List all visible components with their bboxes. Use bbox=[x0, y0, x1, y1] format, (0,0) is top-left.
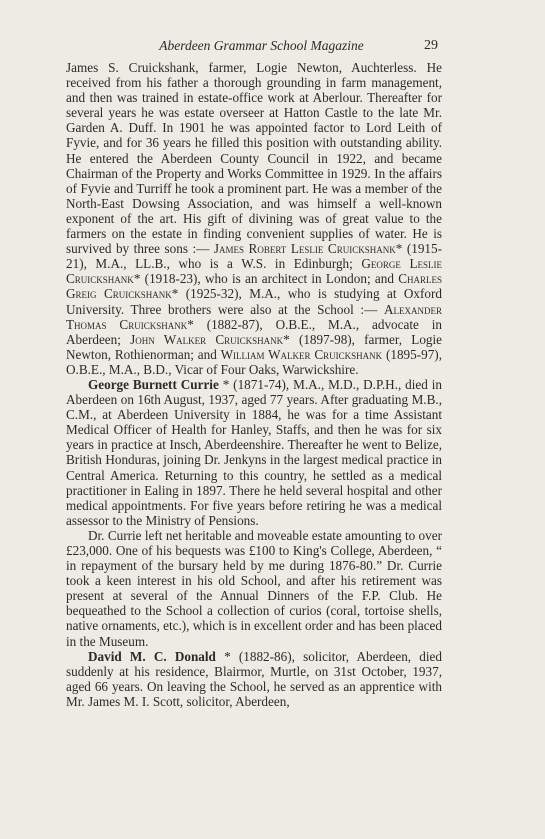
text-segment: Dr. Currie left net heritable and moveable estate amounting to over £23,000. One of his bequests was £100 to King's College, Aberdeen, “ in repayment of the bursary held by me during 1876-80.” Dr. Currie took a keen interest in his old School, and after his retirement was present at several of the Annual Dinners of the F.P. Club. He bequeathed to the School a collection of curios (coral, tortoise shells, native ornaments, etc.), which is in excellent order and has been placed in the Museum. bbox=[66, 527, 442, 649]
text-segment: * (1897-98), farmer, Logie Newton, Rothienorman; and bbox=[66, 331, 443, 362]
name-john-walker-cruickshank: John Walker Cruickshank bbox=[130, 331, 284, 347]
name-alexander-thomas-cruickshank: Alexander Thomas Cruickshank bbox=[66, 301, 442, 332]
name-george-burnett-currie: George Burnett Currie bbox=[88, 376, 219, 392]
name-james-robert-leslie-cruickshank: James Robert Leslie Cruickshank bbox=[213, 241, 396, 257]
text-segment: * (1918-23), who is an architect in London; and bbox=[133, 271, 399, 287]
paragraph-currie bbox=[66, 377, 442, 528]
paragraph-donald bbox=[66, 649, 442, 709]
article-body bbox=[66, 60, 442, 709]
name-charles-greig-cruickshank: Charles Greig Cruickshank bbox=[66, 271, 442, 302]
page-number: 29 bbox=[424, 38, 438, 53]
text-segment: * (1882-87), O.B.E., M.A., advocate in Aberdeen; bbox=[66, 316, 442, 347]
text-segment: * (1882-86), solicitor, Aberdeen, died suddenly at his residence, Blairmor, Murtle, on 31st October, 1937, aged 66 years. On leaving the School, he served as an apprentice with Mr. James M. I. Scott, solicitor, Aberdeen, bbox=[66, 648, 442, 709]
paragraph-currie-bequest bbox=[66, 528, 442, 649]
text-segment: James S. Cruickshank, farmer, Logie Newton, Auchterless. He received from his father a thorough grounding in farm management, and then was trained in estate-office work at Aberlour. Thereafter for several years he was estate overseer at Hatton Castle to the late Mr. Garden A. Duff. In 1901 he was appointed factor to Lord Leith of Fyvie, and for 36 years he filled this position with outstanding ability. He entered the Aberdeen County Council in 1922, and became Chairman of the Property and Works Committee in 1929. In the affairs of Fyvie and Turriff he took a prominent part. He was a member of the North-East Dowsing Association, and was himself a well-known exponent of the art. His gift of divining was of great value to the farmers on the estate in finding convenient supplies of water. He is survived by three sons :— bbox=[66, 60, 442, 257]
name-george-leslie-cruickshank: George Leslie Cruickshank bbox=[66, 256, 442, 287]
name-david-m-c-donald: David M. C. Donald bbox=[88, 648, 216, 664]
text-segment: * (1925-32), M.A., who is studying at Oxford University. Three brothers were also at the School :— bbox=[66, 286, 442, 317]
name-william-walker-cruickshank: William Walker Cruickshank bbox=[220, 346, 383, 362]
text-segment: * (1915-21), M.A., LL.B., who is a W.S. in Edinburgh; bbox=[66, 241, 442, 272]
text-segment: (1895-97), O.B.E., M.A., B.D., Vicar of Four Oaks, Warwickshire. bbox=[66, 346, 442, 377]
paragraph-cruickshank bbox=[66, 60, 442, 377]
running-title: Aberdeen Grammar School Magazine bbox=[159, 38, 364, 53]
text-segment: * (1871-74), M.A., M.D., D.P.H., died in Aberdeen on 16th August, 1937, aged 77 years. After graduating M.B., C.M., at Aberdeen University in 1884, he was for a time Assistant Medical Officer of Health for Hanley, Staffs, and then he was for six years in practice at Insch, Aberdeenshire. Thereafter he went to Belize, British Honduras, joining Dr. Jenkyns in the largest medical practice in Central America. Returning to this country, he settled as a medical practitioner in Ealing in 1897. There he held several hospital and other medical appointments. For five years before retiring he was a medical assessor to the Ministry of Pensions. bbox=[66, 376, 442, 528]
